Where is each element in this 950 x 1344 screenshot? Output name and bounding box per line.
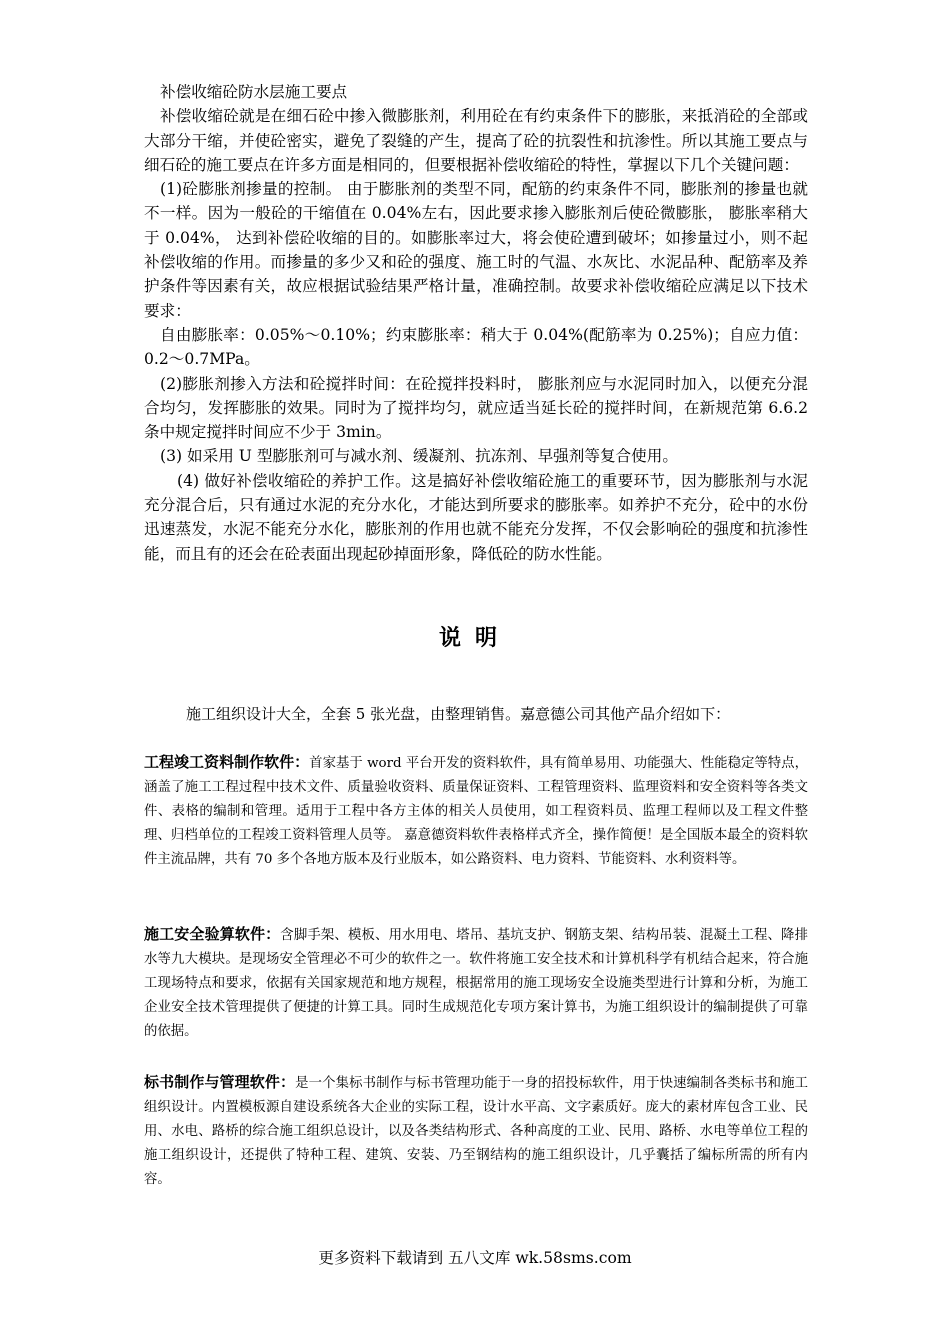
- item-3-paragraph: (3) 如采用 U 型膨胀剂可与减水剂、缓凝剂、抗冻剂、早强剂等复合使用。: [160, 447, 678, 466]
- specs-paragraph: 自由膨胀率：0.05%～0.10%；约束膨胀率：稍大于 0.04%(配筋率为 0.25%)；自应力值：0.2～0.7MPa。: [144, 325, 808, 369]
- product-block-completion-docs: [144, 750, 808, 872]
- product-label: 工程竣工资料制作软件：: [144, 753, 310, 771]
- product-block-bid-docs: [144, 1070, 808, 1192]
- product-description: 是一个集标书制作与标书管理功能于一身的招投标软件，用于快速编制各类标书和施工组织设计。内置模板源自建设系统各大企业的实际工程，设计水平高、文字素质好。庞大的素材库包含工业、民用、水电、路桥的综合施工组织总设计，以及各类结构形式、各种高度的工业、民用、路桥、水电等单位工程的施工组织设计，还提供了特种工程、建筑、安装、乃至钢结构的施工组织设计，几乎囊括了编标所需的所有内容。: [144, 1076, 808, 1187]
- section-heading: 补偿收缩砼防水层施工要点: [160, 83, 348, 101]
- explanation-intro: 施工组织设计大全，全套 5 张光盘，由整理销售。嘉意德公司其他产品介绍如下：: [186, 705, 731, 723]
- item-4-paragraph: (4) 做好补偿收缩砼的养护工作。这是搞好补偿收缩砼施工的重要环节，因为膨胀剂与水泥充分混合后，只有通过水泥的充分水化，才能达到所要求的膨胀率。如养护不充分，砼中的水份迅速蒸发，水泥不能充分水化，膨胀剂的作用也就不能充分发挥，不仅会影响砼的强度和抗渗性能，而且有的还会在砼表面出现起砂掉面形象，降低砼的防水性能。: [144, 471, 808, 563]
- footer-link-text: 更多资料下载请到 五八文库 wk.58sms.com: [318, 1249, 632, 1267]
- item-2-paragraph: (2)膨胀剂掺入方法和砼搅拌时间：在砼搅拌投料时， 膨胀剂应与水泥同时加入，以便充分混合均匀，发挥膨胀的效果。同时为了搅拌均匀，就应适当延长砼的搅拌时间，在新规范第 6.6.2 条中规定搅拌时间应不少于 3min。: [144, 374, 808, 442]
- explanation-title: 说明: [438, 626, 511, 651]
- product-description: 首家基于 word 平台开发的资料软件，具有简单易用、功能强大、性能稳定等特点，涵盖了施工工程过程中技术文件、质量验收资料、质量保证资料、工程管理资料、监理资料和安全资料等各类文件、表格的编制和管理。适用于工程中各方主体的相关人员使用，如工程资料员、监理工程师以及工程文件整理、归档单位的工程竣工资料管理人员等。 嘉意德资料软件表格样式齐全，操作简便！是全国版本最全的资料软件主流品牌，共有 70 多个各地方版本及行业版本，如公路资料、电力资料、节能资料、水利资料等。: [144, 756, 808, 867]
- product-label: 施工安全验算软件：: [144, 925, 281, 943]
- product-block-safety-calc: [144, 922, 808, 1044]
- construction-section: [144, 80, 808, 566]
- item-1-paragraph: (1)砼膨胀剂掺量的控制。 由于膨胀剂的类型不同，配筋的约束条件不同，膨胀剂的掺量也就不一样。因为一般砼的干缩值在 0.04%左右，因此要求掺入膨胀剂后使砼微膨胀， 膨胀率稍大于 0.04%， 达到补偿砼收缩的目的。如膨胀率过大，将会使砼遭到破坏；如掺量过小，则不起补偿收缩的作用。而掺量的多少又和砼的强度、施工时的气温、水灰比、水泥品种、配筋率及养护条件等因素有关，故应根据试验结果严格计量，准确控制。故要求补偿收缩砼应满足以下技术要求：: [144, 180, 808, 320]
- product-label: 标书制作与管理软件：: [144, 1073, 296, 1091]
- product-description: 含脚手架、模板、用水用电、塔吊、基坑支护、钢筋支架、结构吊装、混凝土工程、降排水等九大模块。是现场安全管理必不可少的软件之一。软件将施工安全技术和计算机科学有机结合起来，符合施工现场特点和要求，依据有关国家规范和地方规程，根据常用的施工现场安全设施类型进行计算和分析，为施工企业安全技术管理提供了便捷的计算工具。同时生成规范化专项方案计算书，为施工组织设计的编制提供了可靠的依据。: [144, 928, 808, 1039]
- intro-paragraph: 补偿收缩砼就是在细石砼中掺入微膨胀剂，利用砼在有约束条件下的膨胀，来抵消砼的全部或大部分干缩，并使砼密实，避免了裂缝的产生，提高了砼的抗裂性和抗渗性。所以其施工要点与细石砼的施工要点在许多方面是相同的，但要根据补偿收缩砼的特性，掌握以下几个关键问题：: [144, 107, 808, 174]
